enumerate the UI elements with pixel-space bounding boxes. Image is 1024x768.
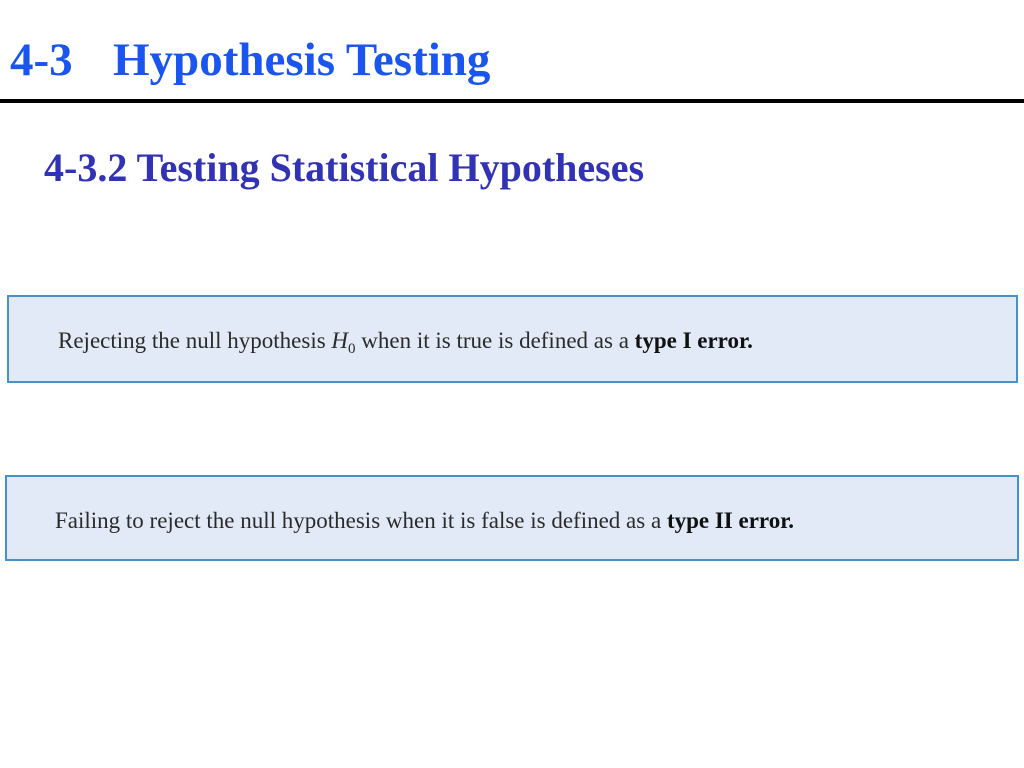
definition-box-type-two-error bbox=[5, 475, 1019, 561]
definition-text-before: Rejecting the null hypothesis bbox=[58, 328, 332, 353]
definition-text bbox=[58, 328, 753, 357]
slide-header bbox=[0, 0, 1024, 104]
null-hypothesis-subscript: 0 bbox=[348, 341, 356, 357]
title-divider bbox=[0, 99, 1024, 103]
section-subtitle: 4-3.2 Testing Statistical Hypotheses bbox=[44, 145, 645, 190]
defined-term: type II error. bbox=[666, 508, 795, 533]
slide-title: Hypothesis Testing bbox=[113, 34, 491, 86]
definition-text bbox=[55, 509, 794, 532]
section-number: 4-3 bbox=[10, 34, 73, 86]
defined-term: type I error. bbox=[634, 328, 753, 353]
definition-text-after: when it is true is defined as a bbox=[355, 328, 635, 353]
definition-box-type-one-error bbox=[7, 295, 1018, 383]
definition-text-before: Failing to reject the null hypothesis when it is false is defined as a bbox=[55, 508, 667, 533]
null-hypothesis-symbol: H bbox=[331, 328, 349, 353]
